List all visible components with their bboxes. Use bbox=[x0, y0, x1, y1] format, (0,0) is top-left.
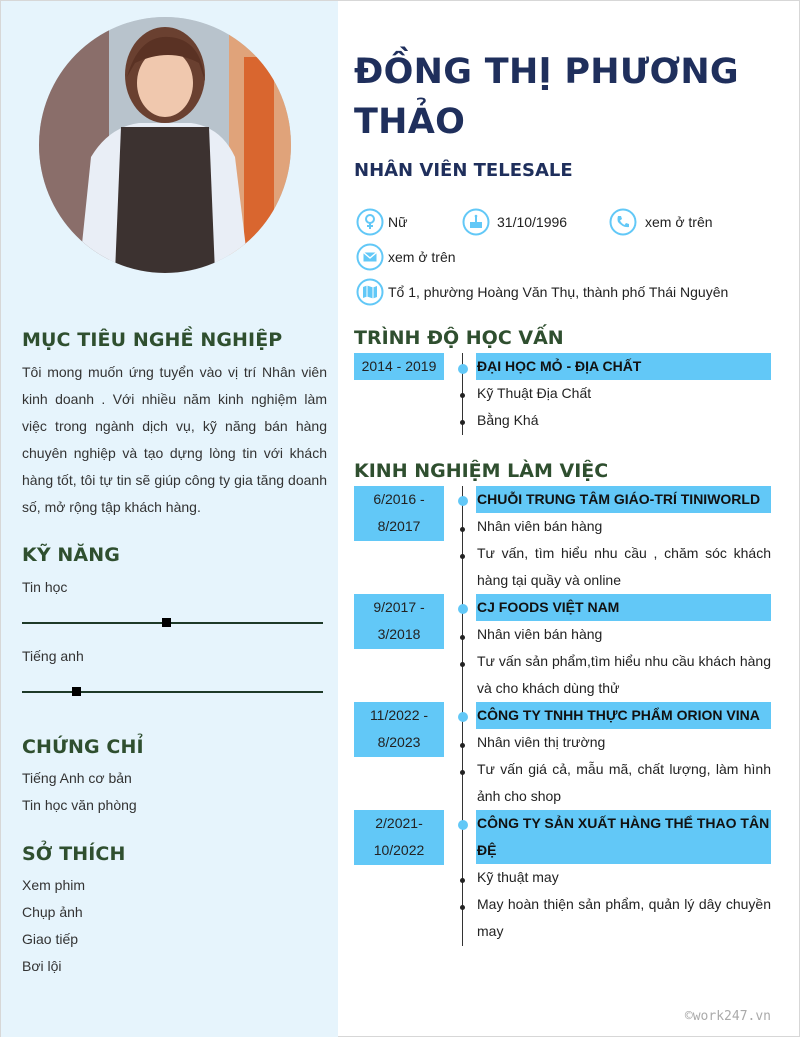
hobby-item: Chụp ảnh bbox=[22, 904, 83, 920]
avatar bbox=[39, 17, 291, 273]
sidebar bbox=[1, 1, 338, 1037]
certificates-section bbox=[22, 736, 327, 758]
date-from: 11/2022 - bbox=[369, 707, 429, 723]
experience-title: KINH NGHIỆM LÀM VIỆC bbox=[354, 460, 609, 482]
bullet bbox=[460, 554, 465, 559]
hobbies-section bbox=[22, 843, 327, 865]
experience-date bbox=[354, 810, 444, 865]
education-major: Kỹ Thuật Địa Chất bbox=[477, 385, 592, 401]
education-title: TRÌNH ĐỘ HỌC VẤN bbox=[354, 327, 564, 349]
bullet bbox=[460, 743, 465, 748]
phone-value[interactable]: xem ở trên bbox=[645, 214, 713, 230]
watermark: ©work247.vn bbox=[684, 1009, 771, 1024]
experience-date bbox=[354, 702, 444, 757]
experience-desc: Tư vấn sản phẩm,tìm hiểu nhu cầu khách hàng và cho khách dùng thử bbox=[477, 653, 771, 696]
gender-icon bbox=[356, 208, 384, 236]
date-to: 8/2023 bbox=[377, 734, 421, 750]
objective-title: MỤC TIÊU NGHỀ NGHIỆP bbox=[22, 329, 283, 351]
date-to: 8/2017 bbox=[377, 518, 421, 534]
address-value: Tổ 1, phường Hoàng Văn Thụ, thành phố Thái Nguyên bbox=[388, 284, 729, 300]
certificate-item: Tiếng Anh cơ bản bbox=[22, 770, 132, 786]
education-school: ĐẠI HỌC MỎ - ĐỊA CHẤT bbox=[476, 353, 771, 380]
objective-text: Tôi mong muốn ứng tuyển vào vị trí Nhân viên kinh doanh . Với nhiều năm kinh nghiệm làm việc trong ngành dịch vụ, kỹ năng bán hàng chuyên nghiệp và tạo dựng lòng tin với khách hàng tốt, tôi tự tin sẽ giúp công ty gia tăng doanh số, mở rộng tập khách hàng. bbox=[22, 364, 327, 515]
hobby-item: Bơi lội bbox=[22, 958, 62, 974]
experience-role: Kỹ thuật may bbox=[477, 869, 559, 885]
bullet bbox=[460, 635, 465, 640]
skill-name: Tiếng anh bbox=[22, 648, 84, 664]
experience-desc: Tư vấn, tìm hiểu nhu cầu , chăm sóc khách hàng tại quầy và online bbox=[477, 545, 771, 588]
certificates-title: CHỨNG CHỈ bbox=[22, 736, 144, 758]
skill-bar bbox=[22, 622, 323, 624]
email-value[interactable]: xem ở trên bbox=[388, 249, 456, 265]
bullet bbox=[460, 770, 465, 775]
experience-date bbox=[354, 486, 444, 541]
experience-role: Nhân viên bán hàng bbox=[477, 518, 603, 534]
skill-name: Tin học bbox=[22, 579, 68, 595]
date-to: 3/2018 bbox=[377, 626, 421, 642]
birthday-value: 31/10/1996 bbox=[497, 214, 568, 230]
date-to: 10/2022 bbox=[373, 842, 425, 858]
bullet bbox=[460, 420, 465, 425]
experience-company: CÔNG TY TNHH THỰC PHẨM ORION VINA bbox=[476, 702, 771, 729]
timeline-dot bbox=[458, 364, 468, 374]
cake-icon bbox=[462, 208, 490, 236]
experience-desc: May hoàn thiện sản phẩm, quản lý dây chuyền may bbox=[477, 896, 771, 939]
hobbies-title: SỞ THÍCH bbox=[22, 843, 126, 865]
mail-icon bbox=[356, 243, 384, 271]
experience-company: CHUỖI TRUNG TÂM GIÁO-TRÍ TINIWORLD bbox=[476, 486, 771, 513]
certificate-item: Tin học văn phòng bbox=[22, 797, 137, 813]
timeline-dot bbox=[458, 604, 468, 614]
skill-level-marker bbox=[162, 618, 171, 627]
job-title: NHÂN VIÊN TELESALE bbox=[354, 160, 573, 181]
bullet bbox=[460, 662, 465, 667]
hobby-item: Giao tiếp bbox=[22, 931, 79, 947]
bullet bbox=[460, 905, 465, 910]
skill-level-marker bbox=[72, 687, 81, 696]
education-degree: Bằng Khá bbox=[477, 412, 539, 428]
timeline-dot bbox=[458, 712, 468, 722]
experience-company: CJ FOODS VIỆT NAM bbox=[476, 594, 771, 621]
experience-role: Nhân viên bán hàng bbox=[477, 626, 603, 642]
timeline-dot bbox=[458, 496, 468, 506]
phone-icon bbox=[609, 208, 637, 236]
gender-value: Nữ bbox=[388, 214, 408, 230]
skill-bar bbox=[22, 691, 323, 693]
map-icon bbox=[356, 278, 384, 306]
experience-role: Nhân viên thị trường bbox=[477, 734, 606, 750]
objective-section bbox=[22, 329, 327, 351]
timeline-dot bbox=[458, 820, 468, 830]
hobby-item: Xem phim bbox=[22, 877, 86, 893]
experience-desc: Tư vấn giá cả, mẫu mã, chất lượng, làm hình ảnh cho shop bbox=[477, 761, 771, 804]
skills-section bbox=[22, 544, 327, 566]
date-from: 9/2017 - bbox=[373, 599, 425, 615]
bullet bbox=[460, 393, 465, 398]
bullet bbox=[460, 527, 465, 532]
avatar-photo bbox=[39, 17, 291, 273]
experience-date bbox=[354, 594, 444, 649]
education-date: 2014 - 2019 bbox=[354, 353, 444, 380]
date-from: 2/2021- bbox=[375, 815, 423, 831]
candidate-name: ĐỒNG THỊ PHƯƠNG THẢO bbox=[354, 52, 739, 142]
bullet bbox=[460, 878, 465, 883]
experience-company: CÔNG TY SẢN XUẤT HÀNG THỂ THAO TÂN ĐỆ bbox=[476, 810, 771, 864]
date-from: 6/2016 - bbox=[373, 491, 425, 507]
skills-title: KỸ NĂNG bbox=[22, 544, 120, 566]
